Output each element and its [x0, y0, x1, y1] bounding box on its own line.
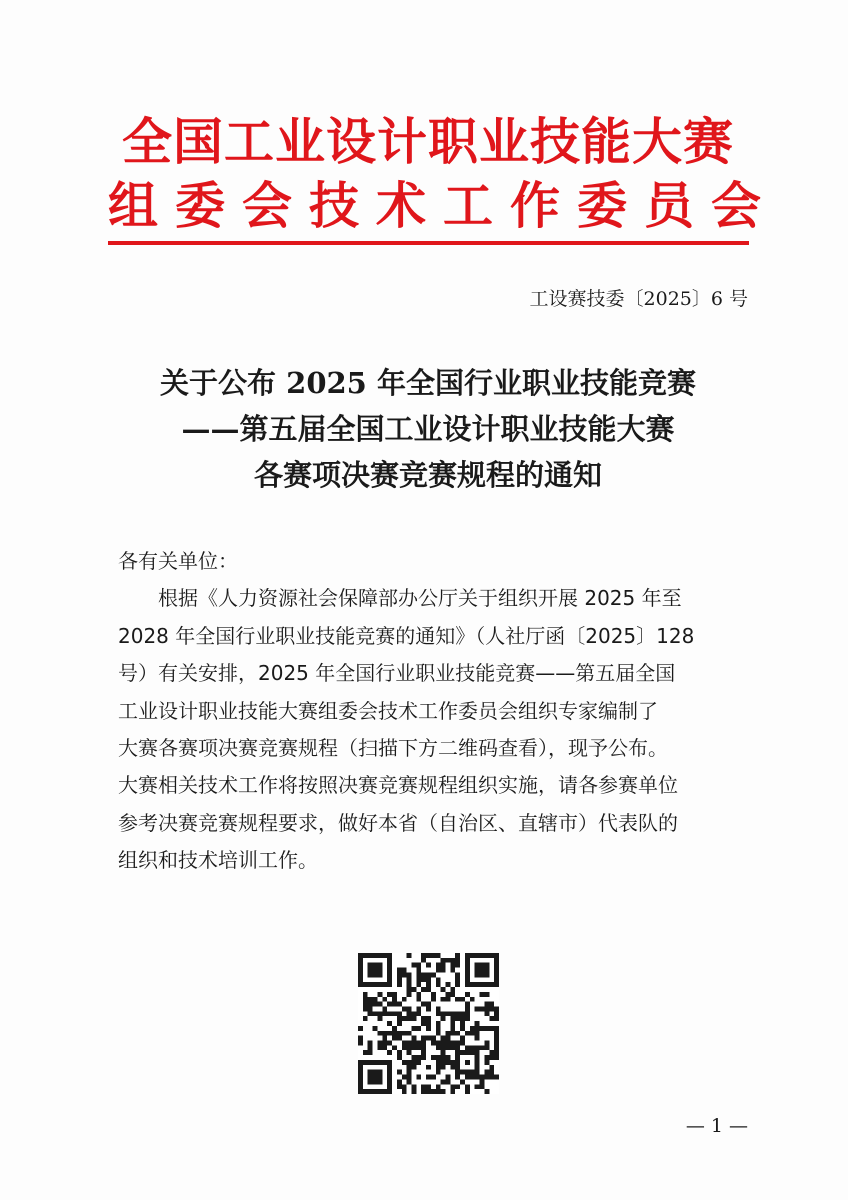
body-line: 大赛各赛项决赛竞赛规程（扫描下方二维码查看），现予公布。 — [118, 736, 668, 761]
body-line: 工业设计职业技能大赛组委会技术工作委员会组织专家编制了 — [118, 698, 658, 723]
body-paragraph — [118, 580, 754, 879]
body-line: 号）有关安排，2025 年全国行业职业技能竞赛——第五届全国 — [118, 661, 676, 686]
document-body — [118, 543, 754, 880]
body-line: 2028 年全国行业职业技能竞赛的通知》（人社厅函〔2025〕128 — [118, 623, 695, 648]
title-line-2: ——第五届全国工业设计职业技能大赛 — [181, 412, 675, 446]
issuer-name-line-1: 全国工业设计职业技能大赛 — [122, 113, 734, 171]
issuer-name-line-2: 组委会技术工作委员会 — [108, 177, 778, 235]
salutation: 各有关单位： — [118, 549, 238, 573]
document-number: 工设赛技委〔2025〕6 号 — [529, 288, 748, 310]
title-line-1: 关于公布 2025 年全国行业职业技能竞赛 — [160, 366, 696, 400]
issuer-header — [108, 110, 778, 238]
body-line: 大赛相关技术工作将按照决赛竞赛规程组织实施，请各参赛单位 — [118, 773, 678, 798]
body-line: 组织和技术培训工作。 — [118, 848, 318, 873]
body-line: 根据《人力资源社会保障部办公厅关于组织开展 2025 年至 — [158, 586, 682, 611]
qr-code-icon[interactable] — [358, 953, 499, 1094]
page-number: — 1 — — [685, 1115, 748, 1137]
red-divider — [108, 241, 749, 245]
title-line-3: 各赛项决赛竞赛规程的通知 — [253, 458, 602, 492]
body-line: 参考决赛竞赛规程要求，做好本省（自治区、直辖市）代表队的 — [118, 810, 678, 835]
document-title — [108, 360, 748, 498]
